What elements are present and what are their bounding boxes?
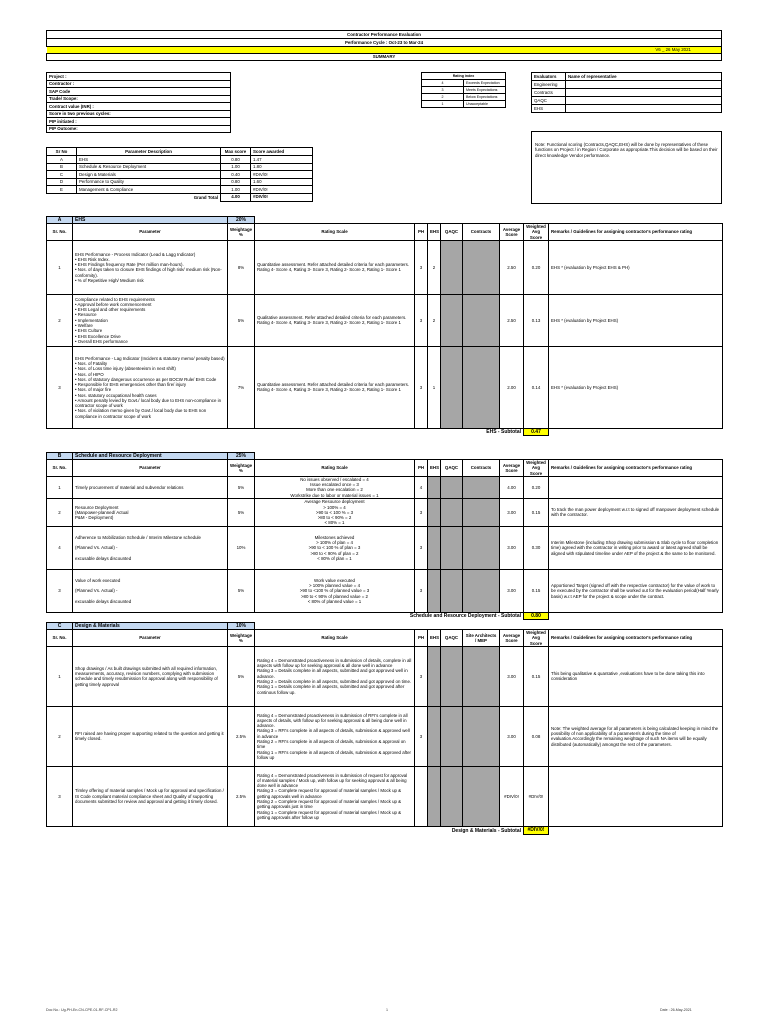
section-a-subtotal-label: EHS - Subtotal	[47, 428, 524, 435]
row-parameter: RFI raised are having proper supporting related to the question and getting it timely closed.	[73, 706, 228, 766]
rating-number: 4	[422, 80, 464, 87]
summary-sr: B	[47, 163, 77, 171]
row-score-ph: 3	[415, 294, 428, 346]
parameter-row	[47, 240, 723, 294]
row-sr: 2	[47, 498, 73, 526]
info-field-label: SAP Code	[47, 88, 231, 96]
row-remarks: EHS * (evaluation by Project EHS)	[549, 294, 723, 346]
row-weighted-score: 0.20	[524, 240, 549, 294]
grand-total-label: Grand Total	[47, 193, 221, 201]
row-score-site-na	[463, 706, 500, 766]
functional-note	[531, 131, 722, 204]
row-score-site-na	[463, 646, 500, 706]
row-sr: 2	[47, 294, 73, 346]
row-weighted-score: 0.15	[524, 646, 549, 706]
row-sr: 1	[47, 240, 73, 294]
parameter-row	[47, 766, 723, 826]
row-score-ph: 3	[415, 706, 428, 766]
row-weighted-score: 0.15	[524, 569, 549, 612]
row-parameter: EHS Performance - Lag Indicator (Incident & statutory memo/ penalty based) • Nos. of Fatality • Nos. of Loss time injury (absenteeism in next shift) • Nos. of HIPO • Nos. of statutory dangerous occurrence as per BOCW Rule/ EHS Code • Responsible for EHS emergencies other than fire/ injury • Nos. of major fire • Nos. statutory occupational health cases • Amount penalty levied by Govt./ local body due to EHS non-compliance in contractor scope of work • Nos. of violation memo given by Govt./ local body due to EHS non compliance in contractor scope of work	[73, 346, 228, 428]
rating-description: Unacceptable	[464, 101, 506, 108]
summary-col-awarded: Score awarded	[251, 148, 313, 156]
summary-score-awarded: 1.80	[251, 163, 313, 171]
row-weightage: 2.5%	[228, 766, 255, 826]
col-contracts: Contracts	[463, 224, 500, 241]
row-remarks: EHS * (evaluation by Project EHS & PH)	[549, 240, 723, 294]
evaluator-function: EHS	[532, 105, 566, 113]
row-parameter: Adherence to Mobilization Schedule / Interim Milestone schedule (Planned Vs. Actual) - excusable delays discounted	[73, 526, 228, 569]
row-parameter: Timely procurement of material and subvendor relations	[73, 476, 228, 498]
col-ehs: EHS	[428, 224, 441, 241]
col-ehs: EHS	[428, 630, 441, 647]
row-score-ehs-na	[428, 646, 441, 706]
summary-max-score: 0.80	[221, 178, 251, 186]
parameter-row	[47, 526, 723, 569]
row-remarks: Note: The weighted average for all parameters is being calculated keeping in mind the possibility of non applicability of a parameter/s during the time of evaluation.Accordingly the remaining weightage of such NA items will be equally distributed (automatically) amongst the rest of the parameters.	[549, 706, 723, 766]
col-qaqc: QAQC	[441, 224, 463, 241]
row-parameter: Value of work executed (Planned Vs. Actual) - excusable delays discounted	[73, 569, 228, 612]
representative-heading: Name of representative	[566, 73, 722, 81]
row-score-ph: 3	[415, 240, 428, 294]
col-param: Parameter	[73, 460, 228, 477]
rating-number: 3	[422, 87, 464, 94]
row-sr: 3	[47, 766, 73, 826]
row-score-ph: 3	[415, 569, 428, 612]
section-schedule	[46, 452, 723, 620]
row-rating-scale: No issues observed / escalated = 4 Issue escalated once = 3 More than one escalation = 2 Workstrike due to labor or material issues = 1	[255, 476, 415, 498]
row-weightage: 5%	[228, 476, 255, 498]
col-avg: Average Score	[500, 224, 524, 241]
col-weight: Weightage %	[228, 630, 255, 647]
row-score-qaqc-na	[441, 646, 463, 706]
row-rating-scale: Work value executed > 100% planned value = 4 >90 to <100 % of planned value = 3 >80 to < 90% of planned value = 2 < 80% of planned value = 1	[255, 569, 415, 612]
row-score-contracts-na	[463, 476, 500, 498]
row-weighted-score: 0.08	[524, 706, 549, 766]
rating-number: 1	[422, 101, 464, 108]
summary-heading: SUMMARY	[47, 54, 722, 61]
col-remarks: Remarks / Guidelines for assigning contractor's performance rating	[549, 224, 723, 241]
row-weightage: 7%	[228, 346, 255, 428]
row-remarks: This being qualitative & quantative ,evaluations have to be done taking this into consideration	[549, 646, 723, 706]
summary-score-awarded: #DIV/0!	[251, 186, 313, 194]
col-wavg: Weighted Avg Score	[524, 460, 549, 477]
summary-max-score: 1.00	[221, 163, 251, 171]
summary-parameter: Management & Compliance	[77, 186, 221, 194]
row-weightage: 10%	[228, 526, 255, 569]
summary-col-sr: Sr No	[47, 148, 77, 156]
row-score-qaqc-na	[441, 706, 463, 766]
col-scale: Rating Scale	[255, 630, 415, 647]
row-remarks	[549, 476, 723, 498]
info-field-label: PIP Outcome:	[47, 125, 231, 133]
row-score-qaqc-na	[441, 766, 463, 826]
row-score-qaqc-na	[441, 526, 463, 569]
row-rating-scale: Quantitative assessment. Refer attached detailed criteria for each parameters. Rating 4- Score 4, Rating 3- Score 3, Rating 2- Score 2, Rating 1- Score 1	[255, 346, 415, 428]
col-ph: PH	[415, 460, 428, 477]
col-param: Parameter	[73, 630, 228, 647]
note-text: Note: Functional scoring (Contracts,QAQC,EHS) will be done by representatives of these functions on Project / in Region / Corporate as appropriate.This decision will be based on their direct knowledge Vendor performance.	[535, 142, 718, 158]
row-score-ehs: 2	[428, 240, 441, 294]
row-weighted-score: #DIV/0!	[524, 766, 549, 826]
section-b-letter: B	[47, 453, 73, 460]
summary-parameter: Performance to Quality	[77, 178, 221, 186]
row-score-qaqc-na	[441, 569, 463, 612]
row-score-qaqc-na	[441, 294, 463, 346]
info-field-label: Contractor :	[47, 80, 231, 88]
evaluators-heading: Evaluators	[532, 73, 566, 81]
section-b-subtotal-label: Schedule and Resource Deployment - Subtotal	[47, 612, 524, 619]
info-field-label: Trade/ Scope:	[47, 95, 231, 103]
section-b-weight: 25%	[228, 453, 255, 460]
row-sr: 4	[47, 526, 73, 569]
row-average-score: #DIV/0!	[500, 766, 524, 826]
section-design	[46, 622, 723, 835]
row-average-score: 3.00	[500, 646, 524, 706]
row-weightage: 5%	[228, 569, 255, 612]
grand-total-max: 4.00	[221, 193, 251, 201]
row-weightage: 5%	[228, 498, 255, 526]
section-ehs	[46, 216, 723, 436]
doc-title: Contractor Performance Evaluation	[47, 31, 722, 39]
row-sr: 3	[47, 569, 73, 612]
section-c-letter: C	[47, 623, 73, 630]
col-qaqc: QAQC	[441, 460, 463, 477]
row-score-contracts-na	[463, 526, 500, 569]
summary-sr: A	[47, 156, 77, 164]
footer-page-number: 1	[386, 1008, 388, 1012]
row-rating-scale: Rating 4 = Demonstrated proactiveness in submission of details, complete in all aspects with follow up for seeking approval & all done well in advance Rating 3 = Details complete in all aspects, submitted and got approved well in advance. Rating 2 = Details complete in all aspects, submitted and got approved on time. Rating 1 = Details complete in all aspects, submitted and got approved after continous follow up.	[255, 646, 415, 706]
summary-parameter: EHS	[77, 156, 221, 164]
row-remarks	[549, 766, 723, 826]
col-site-architects: Site Architects / MEP	[463, 630, 500, 647]
col-ehs: EHS	[428, 460, 441, 477]
summary-score-awarded: #DIV/0!	[251, 171, 313, 179]
row-rating-scale: Rating 4 = Demonstrated proactiveness in submission of RFI's complete in all aspects of details, with follow up for seeking approval & all being done well in advance. Rating 3 = RFI's complete in all aspects of details, submission & approved well in advance Rating 2 = RFI's complete in all aspects of details, submission & approval on time Rating 1 = RFI's complete in all aspects of details, submission & approved after follow up	[255, 706, 415, 766]
row-score-contracts-na	[463, 346, 500, 428]
row-score-ph	[415, 766, 428, 826]
summary-score-awarded: 1.60	[251, 178, 313, 186]
section-c-subtotal-value: #DIV/0!	[524, 826, 549, 834]
summary-sr: D	[47, 178, 77, 186]
representative-name	[566, 105, 722, 113]
section-a-subtotal-value: 0.47	[524, 428, 549, 435]
row-score-ehs-na	[428, 766, 441, 826]
info-field-label: Project :	[47, 73, 231, 81]
summary-score-awarded: 1.47	[251, 156, 313, 164]
summary-max-score: 0.40	[221, 171, 251, 179]
section-a-title: EHS	[73, 217, 228, 224]
summary-sr: C	[47, 171, 77, 179]
col-scale: Rating Scale	[255, 224, 415, 241]
rating-description: Exceeds Expectation	[464, 80, 506, 87]
row-remarks: Apportioned Target (signed off with the respective contractor) for the value of work to be executed by the contractor shall be worked out for the evaluation period(Half Yearly basis) w.r.t AEP for the project & scope under the contract.	[549, 569, 723, 612]
evaluator-function: QAQC	[532, 97, 566, 105]
row-parameter: Shop drawings / As built drawings submitted with all required information, measurements, accuracy, revision numbers, complying with submission schedule and timely resubmission for approval along with responsibility of getting timely approval	[73, 646, 228, 706]
parameter-row	[47, 294, 723, 346]
row-weighted-score: 0.15	[524, 498, 549, 526]
row-score-ehs-na	[428, 476, 441, 498]
summary-parameter: Schedule & Resource Deployment	[77, 163, 221, 171]
performance-cycle: Performance Cycle : Oct-23 to Mar-24	[47, 39, 722, 47]
row-score-ph: 3	[415, 646, 428, 706]
row-score-ph: 3	[415, 498, 428, 526]
summary-sr: E	[47, 186, 77, 194]
summary-parameter: Design & Materials	[77, 171, 221, 179]
row-score-ehs: 2	[428, 294, 441, 346]
row-parameter: EHS Performance - Process Indicator (Lead & Lagg Indicator) • EHS Risk Index. • EHS Findings frequency Rate (Per million man-hours). • Nos. of days taken to closure EHS findings of high risk/ medium risk (Non-conformity). • % of Repetitive High/ Medium risk	[73, 240, 228, 294]
row-weighted-score: 0.13	[524, 294, 549, 346]
parameter-row	[47, 476, 723, 498]
row-score-ph: 3	[415, 526, 428, 569]
summary-max-score: 0.80	[221, 156, 251, 164]
col-wavg: Weighted Avg Score	[524, 224, 549, 241]
summary-max-score: 1.00	[221, 186, 251, 194]
row-rating-scale: Quantitative assessment. Refer attached detailed criteria for each parameters. Rating 4- Score 4, Rating 3- Score 3, Rating 2- Score 2, Rating 1- Score 1	[255, 240, 415, 294]
row-remarks: Interim Milestone (including Shop drawing submission & Slab cycle to floor completion time) agreed with the contractor in writing prior to award or latest agreed shall be aligned with stipulated timeline under AEP of the project & the same to be monitored.	[549, 526, 723, 569]
rating-index-title: Rating index	[422, 73, 506, 80]
col-sr: Sr. No.	[47, 224, 73, 241]
section-c-title: Design & Materials	[73, 623, 228, 630]
parameter-row	[47, 706, 723, 766]
row-rating-scale: Average Resource deployment > 100% = 4 >90 to < 100 % = 3 >80 to < 90% = 2 < 80% = 1	[255, 498, 415, 526]
info-table	[46, 72, 231, 133]
row-parameter: Resource Deployment (Manpower-planned/ Actual P&M - Deployment)	[73, 498, 228, 526]
representative-name	[566, 97, 722, 105]
row-score-qaqc-na	[441, 498, 463, 526]
rating-description: Meets Expectations	[464, 87, 506, 94]
row-sr: 3	[47, 346, 73, 428]
row-rating-scale: Qualitative assessment. Refer attached detailed criteria for each parameters. Rating 4- Score 4, Rating 3- Score 3, Rating 2- Score 2, Rating 1- Score 1	[255, 294, 415, 346]
row-score-qaqc-na	[441, 240, 463, 294]
evaluators-table	[531, 72, 722, 113]
rating-number: 2	[422, 94, 464, 101]
row-parameter: Timley offering of material samples / Mock up for approval and specification / IS Code compliant material compliance sheet and Quality of supporting documents submitted for review and approval and getting it timely closed.	[73, 766, 228, 826]
row-score-contracts-na	[463, 498, 500, 526]
row-score-site-na	[463, 766, 500, 826]
row-score-contracts-na	[463, 569, 500, 612]
col-qaqc: QAQC	[441, 630, 463, 647]
row-remarks: To track the man power deployment w.r.t to signed off manpower deployment schedule with the contractor.	[549, 498, 723, 526]
row-average-score: 4.00	[500, 476, 524, 498]
row-remarks: EHS * (evaluation by Project EHS)	[549, 346, 723, 428]
parameter-row	[47, 569, 723, 612]
row-score-ph: 3	[415, 346, 428, 428]
info-field-label: Score in two previous cycles:	[47, 110, 231, 118]
col-ph: PH	[415, 224, 428, 241]
row-sr: 1	[47, 646, 73, 706]
col-avg: Average Score	[500, 630, 524, 647]
col-weight: Weightage %	[228, 224, 255, 241]
summary-table	[46, 147, 313, 202]
section-c-weight: 10%	[228, 623, 255, 630]
col-sr: Sr. No.	[47, 630, 73, 647]
col-weight: Weightage %	[228, 460, 255, 477]
col-remarks: Remarks / Guidelines for assigning contractor's performance rating	[549, 630, 723, 647]
parameter-row	[47, 646, 723, 706]
section-a-weight: 20%	[228, 217, 255, 224]
col-contracts: Contracts	[463, 460, 500, 477]
row-rating-scale: Rating 4 = Demonstrated proactiveness in submission of request for approval of material samples / Mock up, with follow up for seeking approval & all being done well in advance Rating 3 = Complete request for approval of material samples / Mock up & getting approvals well in advance Rating 2 = Complete request for approval of material samples / Mock up & getting approvals just in time Rating 1 = Complete request for approval of material samples / Mock up & getting approvals after follow up	[255, 766, 415, 826]
row-score-ehs-na	[428, 706, 441, 766]
col-wavg: Weighted Avg Score	[524, 630, 549, 647]
row-rating-scale: Milestones achieved > 100% of plan = 4 >90 to < 100 % of plan = 3 >80 to < 90% of plan = 2 < 80% of plan = 1	[255, 526, 415, 569]
version-label: V6 _ 26 May 2021	[47, 47, 722, 54]
row-weighted-score: 0.20	[524, 476, 549, 498]
footer-doc-number: Doc No.: Ug-PH-En-CN-CPE-01-RF-CP1-R2	[46, 1008, 118, 1012]
info-field-label: Contract value (INR) :	[47, 103, 231, 111]
row-weightage: 2.5%	[228, 706, 255, 766]
representative-name	[566, 89, 722, 97]
row-weightage: 8%	[228, 240, 255, 294]
row-weightage: 5%	[228, 646, 255, 706]
representative-name	[566, 81, 722, 89]
row-average-score: 3.00	[500, 706, 524, 766]
row-average-score: 3.00	[500, 526, 524, 569]
row-average-score: 3.00	[500, 498, 524, 526]
summary-col-param: Parameter Description	[77, 148, 221, 156]
title-block	[46, 30, 722, 61]
row-average-score: 3.00	[500, 569, 524, 612]
evaluator-function: Engineering	[532, 81, 566, 89]
footer-date: Date : 26-May-2021	[660, 1008, 692, 1012]
row-average-score: 2.00	[500, 346, 524, 428]
row-weighted-score: 0.14	[524, 346, 549, 428]
grand-total-score: #DIV/0!	[251, 193, 313, 201]
row-parameter: Compliance related to EHS requirements • Approval before work commencement • EHS Legal and other requirements • Resource • Implementation • Welfare • EHS Culture • EHS Excellence Drive • Overall EHS performance	[73, 294, 228, 346]
row-average-score: 2.50	[500, 294, 524, 346]
section-c-subtotal-label: Design & Materials - Subtotal	[47, 826, 524, 834]
row-sr: 1	[47, 476, 73, 498]
row-score-ehs-na	[428, 569, 441, 612]
row-weightage: 5%	[228, 294, 255, 346]
row-score-contracts-na	[463, 294, 500, 346]
row-score-ph: 4	[415, 476, 428, 498]
row-score-qaqc-na	[441, 346, 463, 428]
row-score-contracts-na	[463, 240, 500, 294]
col-ph: PH	[415, 630, 428, 647]
row-score-ehs-na	[428, 498, 441, 526]
rating-index	[421, 72, 506, 108]
col-param: Parameter	[73, 224, 228, 241]
info-field-label: PIP initiated :	[47, 118, 231, 126]
col-remarks: Remarks / Guidelines for assigning contractor's performance rating	[549, 460, 723, 477]
section-b-title: Schedule and Resource Deployment	[73, 453, 228, 460]
row-score-ehs: 1	[428, 346, 441, 428]
section-b-subtotal-value: 0.80	[524, 612, 549, 619]
parameter-row	[47, 498, 723, 526]
row-score-ehs-na	[428, 526, 441, 569]
summary-col-max: Max score	[221, 148, 251, 156]
section-a-letter: A	[47, 217, 73, 224]
col-avg: Average Score	[500, 460, 524, 477]
row-average-score: 2.50	[500, 240, 524, 294]
rating-description: Below Expectations	[464, 94, 506, 101]
row-sr: 2	[47, 706, 73, 766]
parameter-row	[47, 346, 723, 428]
row-weighted-score: 0.30	[524, 526, 549, 569]
col-scale: Rating Scale	[255, 460, 415, 477]
col-sr: Sr. No.	[47, 460, 73, 477]
row-score-qaqc-na	[441, 476, 463, 498]
evaluator-function: Contracts	[532, 89, 566, 97]
